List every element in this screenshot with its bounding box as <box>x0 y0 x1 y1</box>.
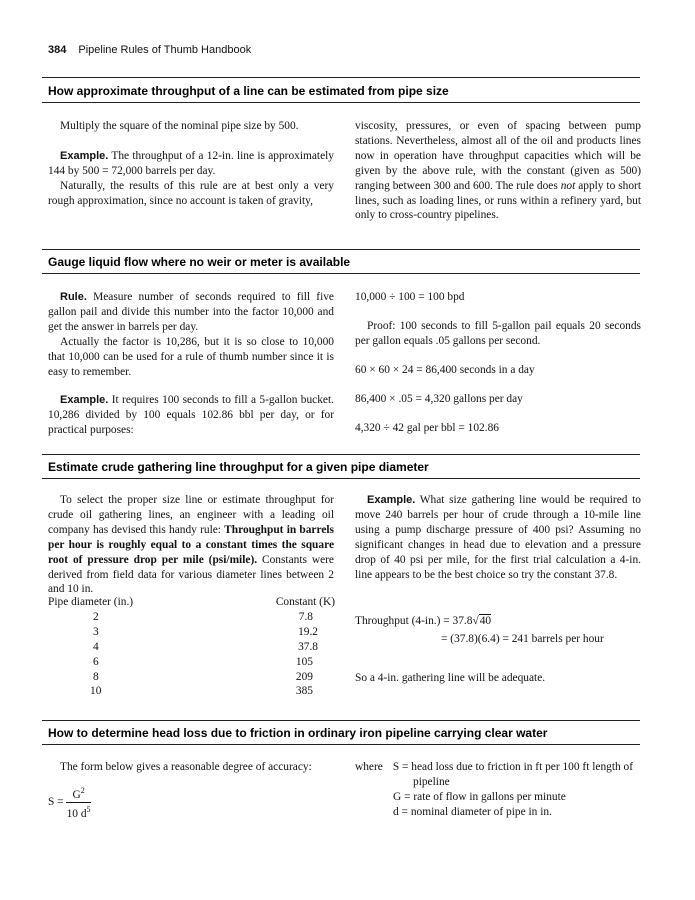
s1-paragraph-1: Multiply the square of the nominal pipe size by 500. <box>60 120 299 132</box>
table-cell-diameter: 8 <box>93 670 99 683</box>
formula-numerator-exponent: 2 <box>80 786 85 795</box>
table-cell-constant: 105 <box>295 655 313 668</box>
table-cell-constant: 385 <box>295 685 313 698</box>
s1-example-label: Example. <box>60 149 109 162</box>
s2-example <box>48 393 334 438</box>
formula-numerator-base: G <box>72 788 81 801</box>
s2-equation-4: 4,320 ÷ 42 gal per bbl = 102.86 <box>355 421 499 434</box>
s1-right-text-a: viscosity, pressures, or even of spacing between pump stations. Nevertheless, almost all of the oil and products lines now in operation have throughput capacities which will be given by the above rule, with the constant (given as 500) ranging between 300 and 600. The rule does <box>355 120 641 192</box>
section-1-top-rule <box>42 77 640 78</box>
s4-intro: The form below gives a reasonable degree of accuracy: <box>60 761 312 773</box>
s2-equation-2: 60 × 60 × 24 = 86,400 seconds in a day <box>355 363 535 376</box>
table-cell-constant: 19.2 <box>298 625 318 638</box>
s4-definitions <box>355 760 645 820</box>
s3-conclusion: So a 4-in. gathering line will be adequate. <box>355 672 546 684</box>
table-row <box>48 625 335 640</box>
table-cell-diameter: 3 <box>93 625 99 638</box>
section-1-title-rule <box>42 102 640 103</box>
table-cell-diameter: 10 <box>90 685 102 698</box>
s3-calculation-2: = (37.8)(6.4) = 241 barrels per hour <box>441 633 604 645</box>
table-row <box>48 670 335 685</box>
definition-text: S = head loss due to friction in ft per 100 ft length of <box>392 761 634 773</box>
section-3-left-column <box>48 493 334 597</box>
section-4-title-rule <box>42 744 640 745</box>
table-header-constant: Constant (K) <box>275 596 335 608</box>
s2-rule <box>48 290 334 335</box>
constants-table <box>48 595 335 699</box>
section-3-right-column <box>355 493 641 582</box>
book-title: Pipeline Rules of Thumb Handbook <box>78 44 252 56</box>
table-row <box>48 655 335 670</box>
s2-example-text: It requires 100 seconds to fill a 5-gallon bucket. 10,286 divided by 100 equals 102.86 bbl per day, or for practical purposes: <box>48 394 334 437</box>
table-cell-diameter: 2 <box>93 610 99 623</box>
s2-equation-3: 86,400 × .05 = 4,320 gallons per day <box>355 392 523 405</box>
section-4-left-column <box>48 760 334 775</box>
s3-rule-statement: Throughput in barrels per hour is roughly equal to a constant times the square root of pressure drop per mile (psi/mile). <box>48 523 334 566</box>
section-1-right-column <box>355 119 641 223</box>
table-cell-diameter: 6 <box>93 655 99 668</box>
section-4-title: How to determine head loss due to friction in ordinary iron pipeline carrying clear water <box>48 726 548 740</box>
table-row <box>48 640 335 655</box>
section-4-top-rule <box>42 720 640 721</box>
definition-line: G = rate of flow in gallons per minute <box>393 790 566 803</box>
section-3-title-rule <box>42 478 640 479</box>
s1-right-emphasis: not <box>560 179 576 192</box>
table-cell-constant: 209 <box>295 670 313 683</box>
formula-fraction <box>66 784 90 821</box>
definition-line <box>355 760 645 775</box>
formula-denominator-base: 10 d <box>66 807 87 820</box>
formula-numerator <box>66 784 90 803</box>
s1-example-text: The throughput of a 12-in. line is approximately 144 by 500 = 72,000 barrels per day. <box>48 149 334 177</box>
s2-rule-label: Rule. <box>60 291 87 303</box>
formula-denominator-exponent: 5 <box>86 804 91 814</box>
definition-line: d = nominal diameter of pipe in in. <box>393 805 552 818</box>
s3-example <box>355 493 641 582</box>
s3-example-label: Example. <box>367 494 416 506</box>
s2-paragraph-2: Actually the factor is 10,286, but it is so close to 10,000 that 10,000 can be used for a rule of thumb number since it is easy to remember. <box>48 335 334 378</box>
table-row <box>48 684 335 699</box>
running-head <box>48 44 251 56</box>
s3-calc-root: 40 <box>479 615 492 627</box>
s2-example-label: Example. <box>60 394 109 407</box>
table-cell-constant: 37.8 <box>298 640 318 653</box>
s3-paragraph-1 <box>48 493 334 597</box>
s3-paragraph-1-c: Constants were derived from field data for various diameter lines between 2 and 10 in. <box>48 553 334 596</box>
formula-denominator <box>66 803 90 821</box>
formula-lhs: S = <box>48 795 64 808</box>
section-3-top-rule <box>42 454 640 455</box>
section-2-right-column <box>355 290 641 435</box>
section-1-title: How approximate throughput of a line can be estimated from pipe size <box>48 84 449 98</box>
s2-equation-1: 10,000 ÷ 100 = 100 bpd <box>355 291 465 303</box>
section-2-title: Gauge liquid flow where no weir or meter is available <box>48 255 351 269</box>
where-label: where <box>355 761 383 773</box>
s2-rule-text: Measure number of seconds required to fill five gallon pail and divide this number into the factor 10,000 and get the answer in barrels per day. <box>48 291 334 333</box>
section-2-left-column <box>48 290 334 438</box>
section-2-top-rule <box>42 249 640 250</box>
section-1-left-column <box>48 119 334 208</box>
s1-example <box>48 149 334 179</box>
section-2-title-rule <box>42 273 640 274</box>
table-row <box>48 610 335 625</box>
table-cell-diameter: 4 <box>93 640 99 653</box>
s3-example-text: What size gathering line would be required to move 240 barrels per hour of crude through a 10-mile line using a pump discharge pressure of 400 psi? Assuming no significant changes in head due to elevation and a pressure drop of 40 psi per mile, for the first trial calculation a 4-in. line appears to be the best choice so try the constant 37.8. <box>355 494 641 581</box>
s1-right-text-b: apply to short lines, such as loading lines, or runs within a refinery yard, but only to cross-country pipelines. <box>355 179 641 222</box>
s3-calc-lhs: Throughput (4-in.) = 37.8 <box>355 615 473 627</box>
definition-line: pipeline <box>413 775 450 788</box>
s2-proof: Proof: 100 seconds to fill 5-gallon pail equals 20 seconds per gallon equals .05 gallons per second. <box>355 319 641 347</box>
s3-calculation-1 <box>355 614 491 629</box>
table-cell-constant: 7.8 <box>298 610 313 623</box>
table-header-row <box>48 595 335 610</box>
head-loss-formula <box>48 784 91 821</box>
page-number: 384 <box>48 44 67 56</box>
sqrt-sign: √ <box>472 615 479 627</box>
table-header-diameter: Pipe diameter (in.) <box>48 596 134 608</box>
s1-paragraph-3: Naturally, the results of this rule are at best only a very rough approximation, since no account is taken of gravity, <box>48 179 334 207</box>
s1-right-paragraph <box>355 119 641 223</box>
s3-paragraph-1-a: To select the proper size line or estimate throughput for crude oil gathering lines, an engineer with a leading oil company has devised this handy rule: <box>48 494 334 536</box>
section-3-title: Estimate crude gathering line throughput for a given pipe diameter <box>48 460 429 474</box>
